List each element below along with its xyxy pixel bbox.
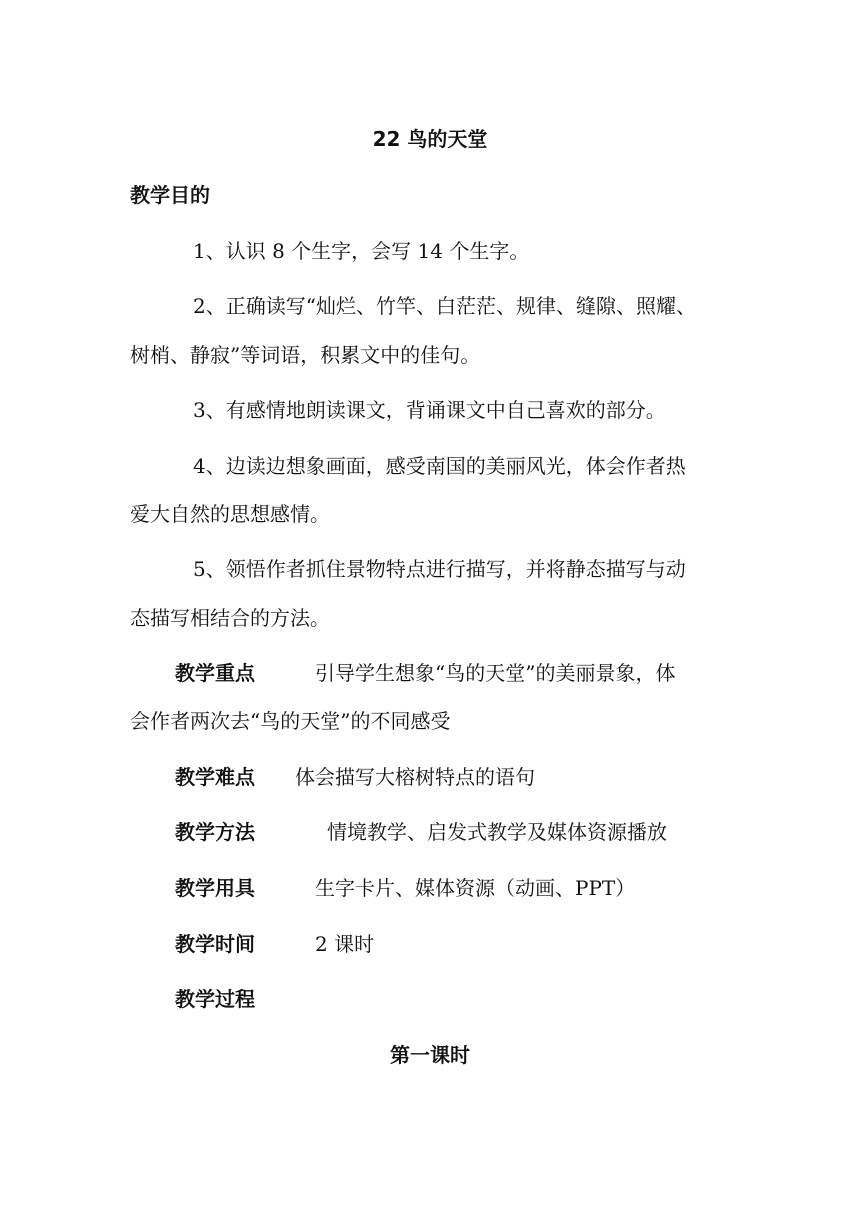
key-points-label: 教学重点 (175, 661, 255, 685)
time-row (175, 930, 374, 958)
method-row (175, 818, 667, 846)
time-label: 教学时间 (175, 932, 255, 956)
objective-line-8: 态描写相结合的方法。 (130, 606, 330, 630)
difficulty-value: 体会描写大榕树特点的语句 (295, 765, 535, 789)
method-value: 情境教学、启发式教学及媒体资源播放 (327, 820, 667, 844)
key-points-line-2: 会作者两次去“鸟的天堂”的不同感受 (130, 709, 451, 733)
objective-line-7: 5、领悟作者抓住景物特点进行描写，并将静态描写与动 (193, 557, 686, 581)
objective-line-6: 爱大自然的思想感情。 (130, 502, 330, 526)
key-points-line-1: 引导学生想象“鸟的天堂”的美丽景象，体 (315, 661, 676, 685)
key-points-row (175, 659, 675, 687)
objective-line-1: 1、认识 8 个生字，会写 14 个生字。 (193, 239, 530, 263)
lesson-heading: 第一课时 (390, 1043, 470, 1067)
tools-label: 教学用具 (175, 876, 255, 900)
difficulty-label: 教学难点 (175, 765, 255, 789)
objective-line-5: 4、边读边想象画面，感受南国的美丽风光，体会作者热 (193, 454, 686, 478)
objective-line-3: 树梢、静寂”等词语，积累文中的佳句。 (130, 343, 481, 367)
document-title: 22 鸟的天堂 (372, 127, 488, 151)
tools-row (175, 874, 635, 902)
method-label: 教学方法 (175, 820, 255, 844)
objective-line-4: 3、有感情地朗读课文，背诵课文中自己喜欢的部分。 (193, 398, 666, 422)
difficulty-row (175, 763, 535, 791)
objective-line-2: 2、正确读写“灿烂、竹竿、白茫茫、规律、缝隙、照耀、 (193, 294, 696, 318)
process-heading: 教学过程 (175, 987, 255, 1011)
purpose-heading: 教学目的 (130, 183, 210, 207)
time-value: 2 课时 (315, 932, 375, 956)
tools-value: 生字卡片、媒体资源（动画、PPT） (315, 876, 636, 900)
